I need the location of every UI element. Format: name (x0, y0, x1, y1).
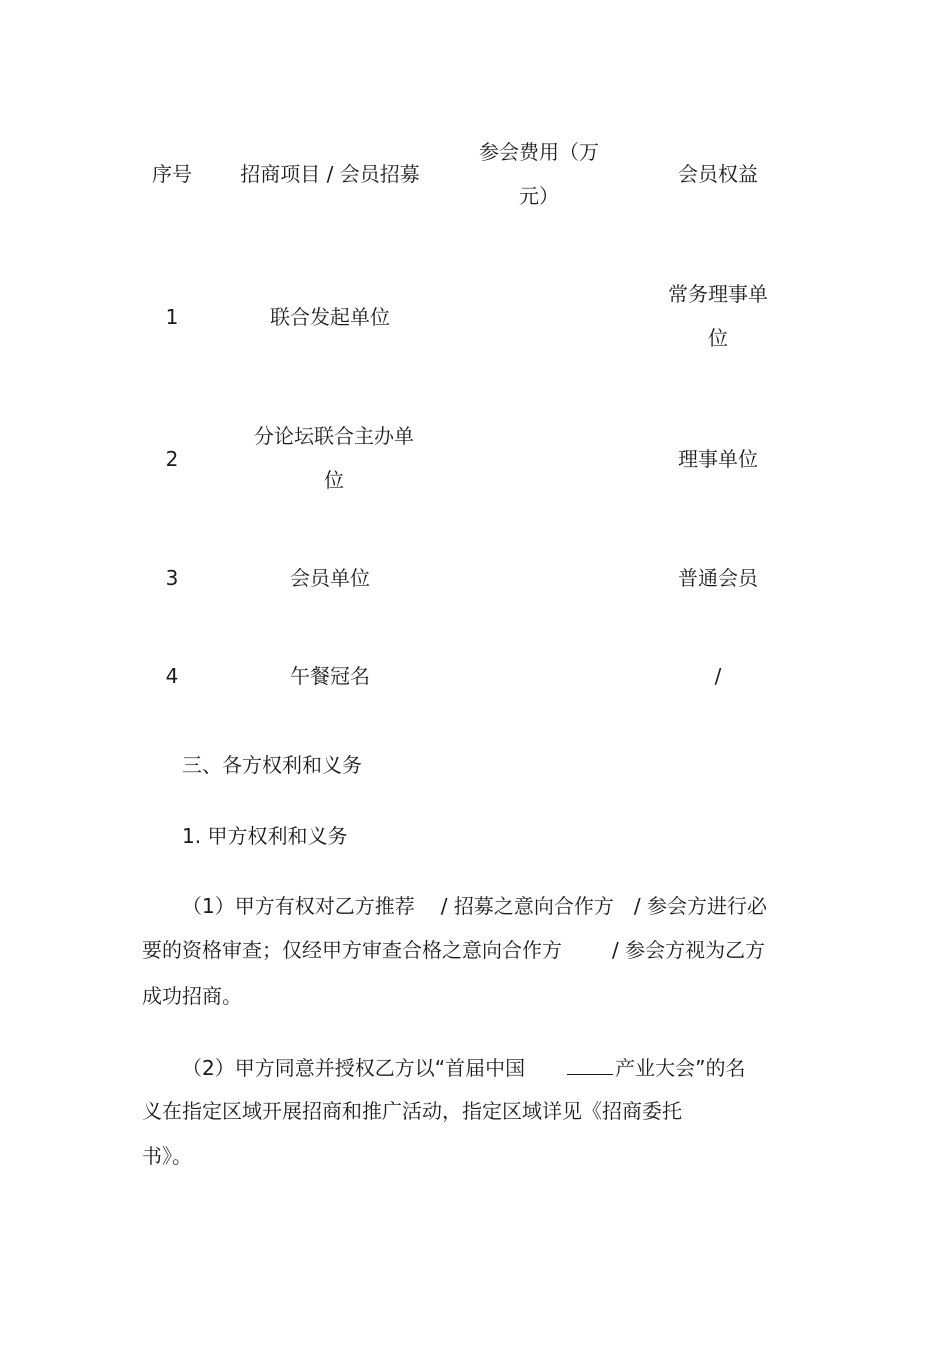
section-heading: 三、各方权利和义务 (182, 753, 362, 777)
para1-line3: 成功招商。 (142, 984, 242, 1008)
para2-line3: 书》。 (142, 1144, 192, 1168)
row-1-benefit-line2: 位 (708, 326, 728, 350)
row-4-item: 午餐冠名 (290, 664, 370, 688)
blank-underline (567, 1052, 613, 1075)
row-3-benefit: 普通会员 (678, 566, 758, 590)
para1-line2-a: 要的资格审查；仅经甲方审查合格之意向合作方 (142, 938, 562, 962)
para1-line1-c: / 参会方进行必 (633, 894, 767, 918)
header-benefit: 会员权益 (678, 162, 758, 186)
sub-heading: 1. 甲方权利和义务 (182, 824, 348, 848)
row-2-item-line2: 位 (324, 468, 344, 492)
row-2-benefit: 理事单位 (678, 447, 758, 471)
row-3-no: 3 (165, 566, 179, 590)
row-1-benefit (632, 272, 804, 360)
para1-line1 (182, 892, 767, 920)
para2-line2: 义在指定区域开展招商和推广活动，指定区域详见《招商委托 (142, 1099, 682, 1123)
row-1-item: 联合发起单位 (270, 305, 390, 329)
row-1-benefit-line1: 常务理事单 (668, 282, 768, 306)
para2-line1-a: （2）甲方同意并授权乙方以“首届中国 (182, 1056, 526, 1080)
row-4-no: 4 (165, 664, 179, 688)
header-seq: 序号 (152, 162, 192, 186)
header-fee-line2: 元） (519, 184, 559, 208)
row-2-item-line1: 分论坛联合主办单 (254, 424, 414, 448)
para2-line1-b: 产业大会”的名 (615, 1056, 746, 1080)
row-2-no: 2 (165, 447, 179, 471)
para2-line1 (182, 1052, 745, 1082)
para1-line2-b: / 参会方视为乙方 (612, 938, 766, 962)
row-4-benefit: / (714, 664, 722, 688)
row-1-no: 1 (165, 305, 179, 329)
header-fee-line1: 参会费用（万 (479, 140, 599, 164)
row-3-item: 会员单位 (290, 566, 370, 590)
para1-line1-b: / 招募之意向合作方 (440, 894, 614, 918)
para1-line1-a: （1）甲方有权对乙方推荐 (182, 894, 415, 918)
para1-line2 (142, 936, 765, 964)
header-item: 招商项目 / 会员招募 (240, 162, 420, 186)
header-fee (446, 130, 632, 218)
row-2-item (214, 414, 454, 502)
